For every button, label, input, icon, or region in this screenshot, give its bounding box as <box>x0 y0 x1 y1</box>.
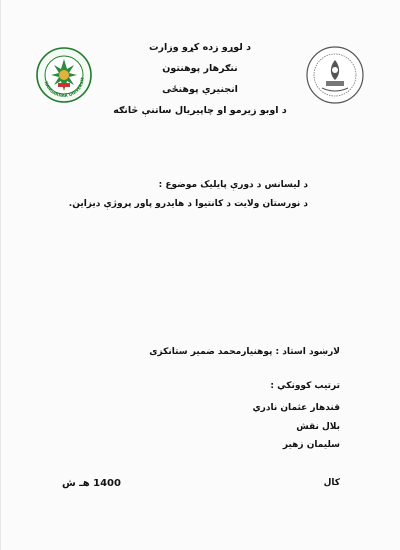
left-seal-text: NANGARHAR UNIVERSIT <box>43 77 86 99</box>
engineering-faculty-seal-icon <box>306 46 364 104</box>
year-value: 1400 هـ ش <box>62 478 121 489</box>
faculty-line: انجنيري پوهنځی <box>162 84 238 95</box>
supervisor-line: لارښود استاد : پوهنيارمحمد ضمير ستانکزی <box>149 347 340 357</box>
compilers-label: ترتيب کوونکي : <box>270 381 340 391</box>
topic-title: د نورستان ولايت د کانتيوا د هايدرو پاور پروژې ديزاين. <box>68 199 308 209</box>
topic-label: د ليسانس د دورې پايليک موضوع : <box>158 180 308 190</box>
compiler-name: سليمان زهير <box>282 440 340 450</box>
ministry-line: د لوړو زده کړو وزارت <box>149 42 251 53</box>
compiler-name: بلال نقش <box>296 422 340 432</box>
year-label: کال <box>323 478 340 488</box>
compiler-name: قندهار عثمان نادري <box>252 403 340 413</box>
university-line: ننګرهار پوهنتون <box>162 63 238 74</box>
nangarhar-university-seal-icon <box>36 47 92 103</box>
department-line: د اوبو زيرمو او چاپيريال ساتنې څانګه <box>113 105 287 116</box>
